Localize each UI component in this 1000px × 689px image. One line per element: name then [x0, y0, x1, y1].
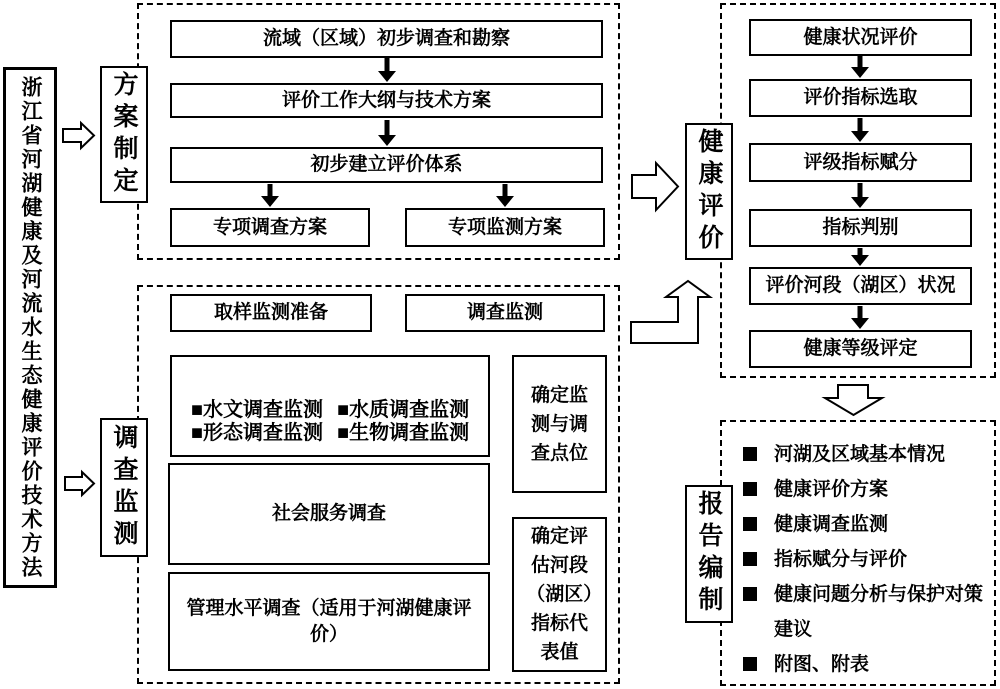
report-item: [743, 437, 993, 472]
survey-sampling-prep: 取样监测准备: [170, 294, 372, 332]
survey-management-level: 管理水平调查（适用于河湖健康评价）: [168, 572, 490, 671]
stage-report-label: 报告编制: [685, 485, 733, 623]
health-step-indicator-discrimination: 指标判别: [749, 209, 972, 247]
monitor-item-hydrology: ■水文调查监测: [190, 399, 323, 421]
survey-monitor-points: 确定监测与调查点位: [512, 355, 607, 493]
bullet-square-icon: [743, 482, 757, 496]
bullet-square-icon: [743, 517, 757, 531]
hollow-down-arrow-health-to-report-icon: [825, 385, 882, 415]
health-step-indicator-selection: 评价指标选取: [749, 79, 972, 117]
health-step-indicator-scoring: 评级指标赋分: [749, 143, 972, 182]
stage-plan-label: 方案制定: [100, 66, 148, 203]
report-item-text: 指标赋分与评价: [774, 549, 908, 570]
hollow-right-arrow-plan-to-health-icon: [632, 163, 678, 210]
report-item: [743, 542, 993, 577]
plan-step-evaluation-system: 初步建立评价体系: [170, 147, 603, 183]
report-item: [743, 472, 993, 507]
survey-monitor-items: [170, 355, 490, 457]
survey-monitoring: 调查监测: [405, 294, 605, 332]
monitor-item-morphology: ■形态调查监测: [190, 422, 323, 444]
report-item-text: 健康调查监测: [774, 514, 889, 535]
bullet-square-icon: [743, 657, 757, 671]
bullet-square-icon: [743, 587, 757, 601]
report-item: [743, 577, 993, 647]
plan-branch-special-monitoring: 专项监测方案: [405, 208, 605, 247]
hollow-bent-arrow-survey-to-health-icon: [631, 281, 710, 343]
report-item-list: [743, 437, 993, 682]
report-item: [743, 647, 993, 682]
stage-survey-label: 调查监测: [100, 418, 148, 557]
report-item-text: 健康评价方案: [774, 479, 889, 500]
plan-step-preliminary-survey: 流域（区域）初步调查和勘察: [170, 20, 603, 58]
report-item-text: 健康问题分析与保护对策建议: [774, 584, 984, 640]
report-item-text: 河湖及区域基本情况: [774, 444, 946, 465]
health-step-grade-rating: 健康等级评定: [749, 330, 972, 368]
hollow-right-arrow-title-to-plan-icon: [63, 123, 94, 148]
monitor-item-biology: ■生物调查监测: [337, 422, 470, 444]
stage-health-label: 健康评价: [685, 123, 733, 260]
health-section-frame: [720, 3, 996, 378]
plan-step-outline-scheme: 评价工作大纲与技术方案: [170, 83, 603, 118]
survey-social-service: 社会服务调查: [168, 463, 490, 565]
bullet-square-icon: [743, 552, 757, 566]
diagram-title: 浙江省河湖健康及河流水生态健康评价技术方法: [3, 67, 57, 588]
bullet-square-icon: [743, 447, 757, 461]
health-step-reach-status: 评价河段（湖区）状况: [749, 267, 972, 305]
plan-branch-special-survey: 专项调查方案: [170, 208, 370, 247]
monitor-item-water-quality: ■水质调查监测: [337, 399, 470, 421]
survey-indicator-values: 确定评估河段（湖区）指标代表值: [512, 517, 607, 672]
health-step-status-evaluation: 健康状况评价: [749, 19, 972, 56]
hollow-right-arrow-title-to-survey-icon: [65, 472, 94, 495]
report-item: [743, 507, 993, 542]
report-item-text: 附图、附表: [774, 654, 870, 675]
